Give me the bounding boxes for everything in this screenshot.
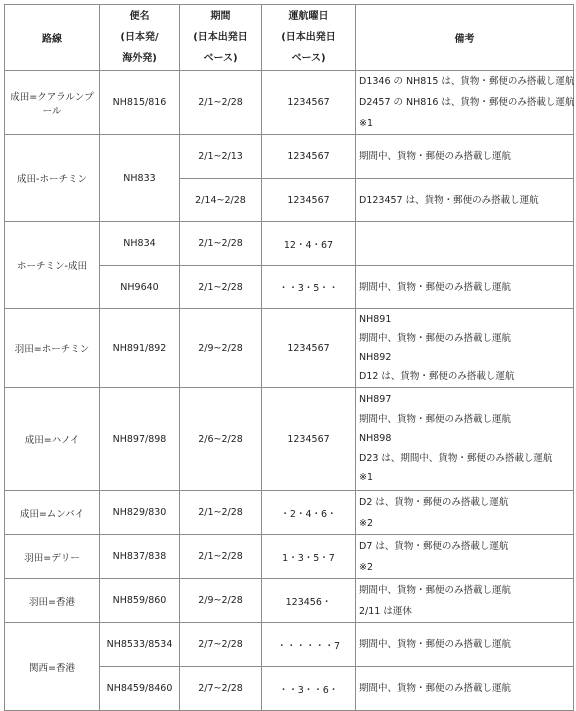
route-cell: 成田-ホーチミン	[5, 135, 100, 222]
days-cell: ・・・・・・7	[262, 623, 356, 667]
remarks-cell	[356, 179, 574, 222]
route-cell: 関西=香港	[5, 623, 100, 711]
flight-cell: NH833	[100, 135, 180, 222]
table-row	[5, 135, 574, 179]
flight-cell: NH891/892	[100, 309, 180, 388]
header-days-line: ベース)	[291, 53, 326, 64]
flight-cell: NH834	[100, 222, 180, 266]
remarks-cell	[356, 623, 574, 667]
remark-line: D2 は、貨物・郵便のみ搭載し運航	[359, 496, 509, 508]
period-cell: 2/9~2/28	[180, 309, 262, 388]
flight-cell: NH8459/8460	[100, 667, 180, 711]
header-flight-line: 海外発)	[122, 53, 157, 64]
days-cell: 1234567	[262, 179, 356, 222]
header-days-line: (日本出発日	[281, 32, 336, 43]
table-row	[5, 579, 574, 623]
route-cell: 羽田=ホーチミン	[5, 309, 100, 388]
remark-line: 期間中、貨物・郵便のみ搭載し運航	[359, 151, 512, 162]
days-cell: 1・3・5・7	[262, 535, 356, 579]
remarks-cell	[356, 135, 574, 179]
remarks-cell	[356, 535, 574, 579]
remark-line: D2457 の NH816 は、貨物・郵便のみ搭載し運航	[359, 97, 575, 108]
period-cell: 2/9~2/28	[180, 579, 262, 623]
header-period-line: (日本出発日	[193, 32, 248, 43]
remark-line: NH891	[359, 314, 392, 325]
route-cell: 成田=クアラルンプール	[5, 71, 100, 135]
flight-cell: NH815/816	[100, 71, 180, 135]
route-cell: 羽田=香港	[5, 579, 100, 623]
period-cell: 2/1~2/28	[180, 71, 262, 135]
flight-schedule-table	[4, 4, 574, 711]
table-row	[5, 623, 574, 667]
header-period	[180, 5, 262, 71]
remarks-cell	[356, 491, 574, 535]
period-cell: 2/1~2/13	[180, 135, 262, 179]
days-cell: 1234567	[262, 135, 356, 179]
table-row	[5, 71, 574, 135]
remark-line: ※2	[359, 561, 374, 573]
flight-cell: NH9640	[100, 266, 180, 309]
remark-line: D23 は、期間中、貨物・郵便のみ搭載し運航	[359, 452, 553, 464]
remark-line: 2/11 は運休	[359, 605, 412, 617]
route-cell: ホーチミン-成田	[5, 222, 100, 309]
remark-line: ※1	[359, 472, 374, 484]
flight-cell: NH859/860	[100, 579, 180, 623]
period-cell: 2/1~2/28	[180, 491, 262, 535]
table-row	[5, 222, 574, 266]
days-cell: 123456・	[262, 579, 356, 623]
remark-line: D12 は、貨物・郵便のみ搭載し運航	[359, 371, 515, 382]
remarks-cell	[356, 266, 574, 309]
remarks-cell	[356, 222, 574, 266]
remark-line: 期間中、貨物・郵便のみ搭載し運航	[359, 683, 512, 694]
route-cell: 羽田=デリー	[5, 535, 100, 579]
period-cell: 2/7~2/28	[180, 667, 262, 711]
header-remarks: 備考	[356, 5, 574, 71]
table-row	[5, 309, 574, 388]
table-row	[5, 388, 574, 491]
remark-line: D7 は、貨物・郵便のみ搭載し運航	[359, 540, 509, 552]
flight-cell: NH897/898	[100, 388, 180, 491]
period-cell: 2/1~2/28	[180, 222, 262, 266]
remark-line: 期間中、貨物・郵便のみ搭載し運航	[359, 281, 512, 293]
days-cell: ・・3・5・・	[262, 266, 356, 309]
period-cell: 2/14~2/28	[180, 179, 262, 222]
header-period-line: 期間	[210, 11, 231, 22]
days-cell: ・・3・・6・	[262, 667, 356, 711]
period-cell: 2/7~2/28	[180, 623, 262, 667]
header-period-line: ベース)	[203, 53, 238, 64]
header-flight	[100, 5, 180, 71]
days-cell: ・2・4・6・	[262, 491, 356, 535]
period-cell: 2/1~2/28	[180, 535, 262, 579]
header-row	[5, 5, 574, 71]
period-cell: 2/6~2/28	[180, 388, 262, 491]
header-route: 路線	[5, 5, 100, 71]
remarks-cell	[356, 309, 574, 388]
flight-cell: NH8533/8534	[100, 623, 180, 667]
period-cell: 2/1~2/28	[180, 266, 262, 309]
days-cell: 1234567	[262, 71, 356, 135]
days-cell: 1234567	[262, 388, 356, 491]
remark-line: ※1	[359, 118, 374, 129]
remark-line: 期間中、貨物・郵便のみ搭載し運航	[359, 413, 512, 425]
days-cell: 12・4・67	[262, 222, 356, 266]
remarks-cell	[356, 388, 574, 491]
remark-line: 期間中、貨物・郵便のみ搭載し運航	[359, 333, 512, 344]
table-row	[5, 535, 574, 579]
flight-cell: NH829/830	[100, 491, 180, 535]
remarks-cell	[356, 71, 574, 135]
header-flight-line: 便名	[129, 11, 150, 22]
remark-line: NH892	[359, 352, 392, 363]
remark-line: D123457 は、貨物・郵便のみ搭載し運航	[359, 194, 539, 206]
header-days	[262, 5, 356, 71]
remarks-cell	[356, 579, 574, 623]
header-days-line: 運航曜日	[288, 11, 329, 22]
days-cell: 1234567	[262, 309, 356, 388]
remark-line: 期間中、貨物・郵便のみ搭載し運航	[359, 584, 512, 596]
table-row	[5, 491, 574, 535]
remark-line: NH898	[359, 433, 392, 445]
flight-cell: NH837/838	[100, 535, 180, 579]
remark-line: NH897	[359, 394, 392, 406]
route-cell: 成田=ハノイ	[5, 388, 100, 491]
remark-line: D1346 の NH815 は、貨物・郵便のみ搭載し運航	[359, 76, 575, 87]
remark-line: 期間中、貨物・郵便のみ搭載し運航	[359, 639, 512, 650]
header-flight-line: (日本発/	[120, 32, 159, 43]
remark-line: ※2	[359, 517, 374, 529]
route-cell: 成田=ムンバイ	[5, 491, 100, 535]
